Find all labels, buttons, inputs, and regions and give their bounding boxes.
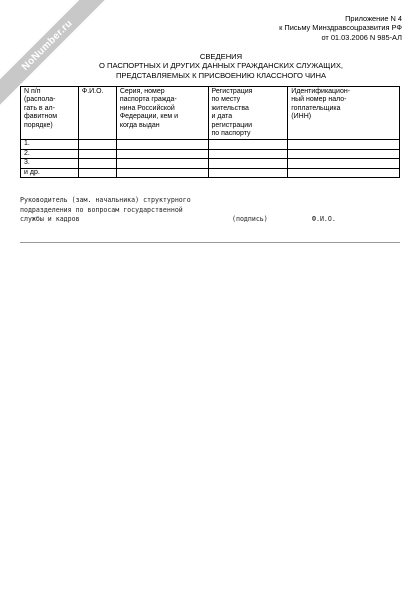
appendix-line: Приложение N 4 xyxy=(345,14,402,23)
table-cell xyxy=(78,159,116,168)
table-row xyxy=(21,168,400,177)
table-cell: 3. xyxy=(21,159,79,168)
table-cell: 2. xyxy=(21,149,79,158)
header-registration: Регистрация по месту жительства и дата регистрации по паспорту xyxy=(208,87,288,140)
title-line: СВЕДЕНИЯ xyxy=(199,52,243,61)
title-line: О ПАСПОРТНЫХ И ДРУГИХ ДАННЫХ ГРАЖДАНСКИХ СЛУЖАЩИХ, xyxy=(98,61,344,71)
signature-block xyxy=(20,196,400,225)
table-cell xyxy=(116,159,208,168)
table-cell xyxy=(288,140,400,149)
table-cell xyxy=(208,159,288,168)
header-passport: Серия, номер паспорта гражда- нина Российской Федерации, кем и когда выдан xyxy=(116,87,208,140)
table-cell xyxy=(116,168,208,177)
table-cell xyxy=(288,168,400,177)
table-cell xyxy=(208,168,288,177)
footer-line-last xyxy=(20,215,400,225)
table-row xyxy=(21,159,400,168)
table-cell: 1. xyxy=(21,140,79,149)
table-cell xyxy=(116,140,208,149)
table-row xyxy=(21,140,400,149)
header-inn: Идентификацион- ный номер нало- гоплательщика (ИНН) xyxy=(288,87,400,140)
table-cell xyxy=(78,140,116,149)
table-cell xyxy=(78,168,116,177)
data-table xyxy=(20,86,400,178)
table-cell xyxy=(208,149,288,158)
header-fio: Ф.И.О. xyxy=(78,87,116,140)
table-cell xyxy=(208,140,288,149)
table-header-row xyxy=(21,87,400,140)
footer-position-text: службы и кадров xyxy=(20,215,80,223)
watermark-text: NoNumber.ru xyxy=(19,17,75,73)
table-cell xyxy=(78,149,116,158)
fio-label: Ф.И.О. xyxy=(312,215,336,223)
document-title xyxy=(40,52,402,80)
page-divider xyxy=(20,242,400,243)
footer-line: подразделения по вопросам государственной xyxy=(20,205,183,214)
table-row xyxy=(21,149,400,158)
table-cell: и др. xyxy=(21,168,79,177)
header-number: N п/п (распола- гать в ал- фавитном порядке) xyxy=(21,87,79,140)
appendix-line: от 01.03.2006 N 985-АЛ xyxy=(321,32,402,42)
footer-line: Руководитель (зам. начальника) структурного xyxy=(20,196,191,204)
table-cell xyxy=(116,149,208,158)
appendix-line: к Письму Минздравсоцразвития РФ xyxy=(279,23,402,33)
appendix-note xyxy=(279,14,402,42)
table-cell xyxy=(288,149,400,158)
signature-label: (подпись) xyxy=(232,215,268,223)
table-cell xyxy=(288,159,400,168)
title-line: ПРЕДСТАВЛЯЕМЫХ К ПРИСВОЕНИЮ КЛАССНОГО ЧИНА xyxy=(115,70,327,80)
